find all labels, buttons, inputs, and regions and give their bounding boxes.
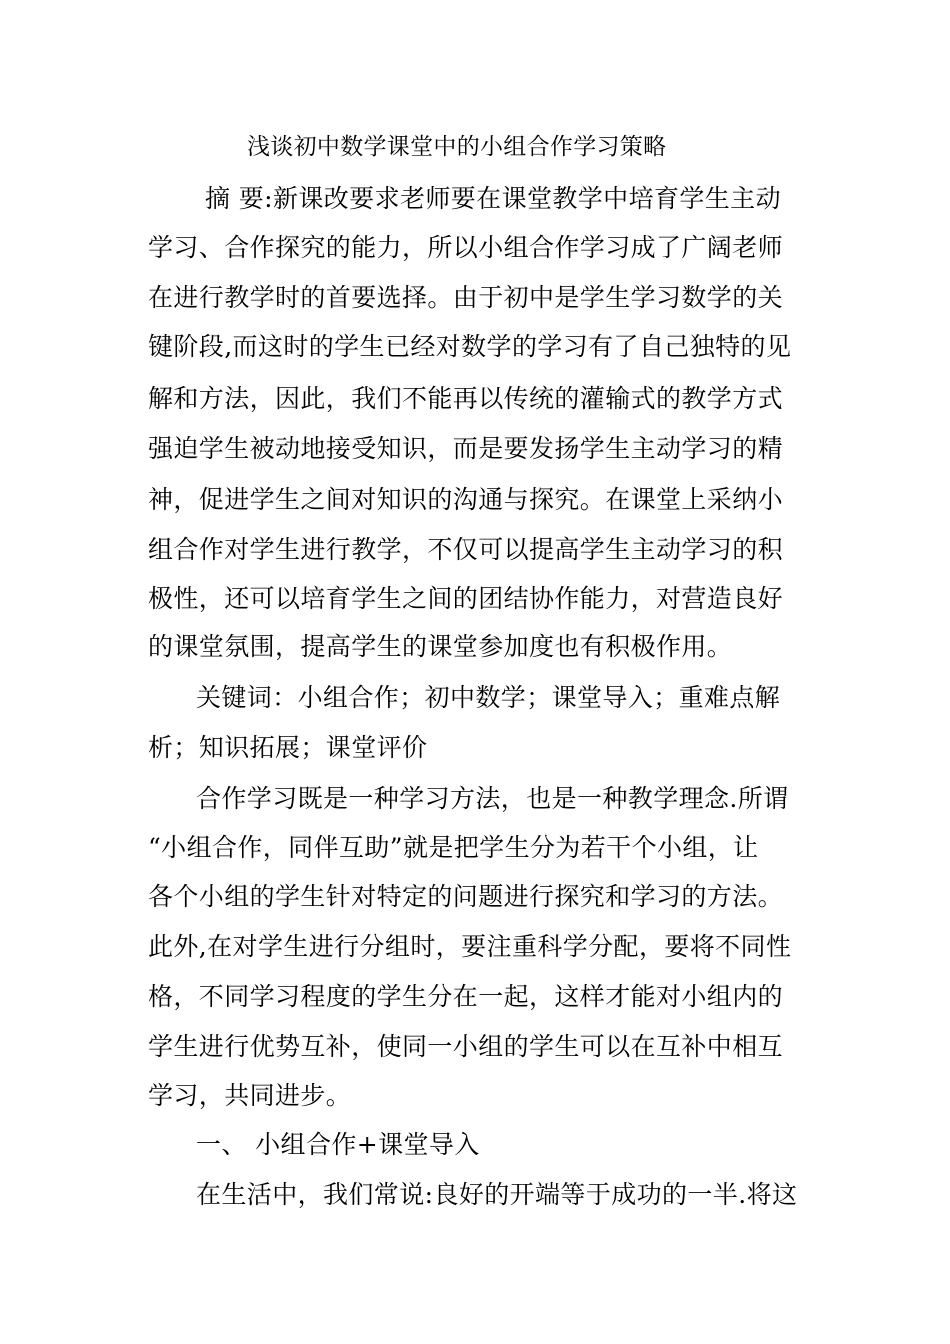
body-line-2: “小组合作，同伴互助”就是把学生分为若干个小组，让 (148, 833, 759, 862)
abstract-line-9: 极性，还可以培育学生之间的团结协作能力，对营造良好 (148, 584, 784, 613)
abstract-line-5: 解和方法，因此，我们不能再以传统的灌输式的教学方式 (148, 384, 784, 413)
section-line-1: 在生活中，我们常说:良好的开端等于成功的一半.将这 (196, 1180, 798, 1209)
body-line-5: 格，不同学习程度的学生分在一起，这样才能对小组内的 (148, 982, 784, 1011)
document-title: 浅谈初中数学课堂中的小组合作学习策略 (247, 134, 667, 160)
abstract-line-3: 在进行教学时的首要选择。由于初中是学生学习数学的关 (148, 283, 784, 312)
keywords-line-2: 析；知识拓展；课堂评价 (148, 733, 428, 762)
section-heading: 一、 小组合作+课堂导入 (196, 1130, 480, 1159)
abstract-line-8: 组合作对学生进行教学，不仅可以提高学生主动学习的积 (148, 535, 784, 564)
body-line-1: 合作学习既是一种学习方法，也是一种教学理念.所谓 (196, 784, 789, 813)
abstract-line-10: 的课堂氛围，提高学生的课堂参加度也有积极作用。 (148, 632, 733, 661)
body-line-3: 各个小组的学生针对特定的问题进行探究和学习的方法。 (148, 882, 784, 911)
abstract-line-7: 神，促进学生之间对知识的沟通与探究。在课堂上采纳小 (148, 485, 784, 514)
abstract-line-1: 摘 要:新课改要求老师要在课堂教学中培育学生主动 (205, 184, 781, 213)
abstract-line-6: 强迫学生被动地接受知识，而是要发扬学生主动学习的精 (148, 434, 784, 463)
body-line-6: 学生进行优势互补，使同一小组的学生可以在互补中相互 (148, 1032, 784, 1061)
abstract-line-4: 键阶段,而这时的学生已经对数学的学习有了自己独特的见 (148, 332, 792, 361)
keywords-line-1: 关键词：小组合作；初中数学；课堂导入；重难点解 (196, 683, 781, 712)
body-line-7: 学习，共同进步。 (148, 1081, 352, 1110)
body-line-4: 此外,在对学生进行分组时，要注重科学分配，要将不同性 (148, 932, 792, 961)
abstract-line-2: 学习、合作探究的能力，所以小组合作学习成了广阔老师 (148, 233, 784, 262)
